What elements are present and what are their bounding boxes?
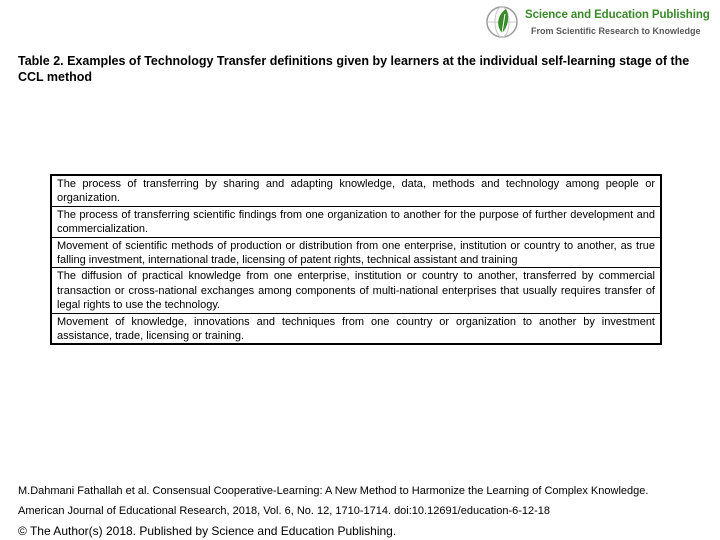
table-row <box>51 237 661 268</box>
table-row <box>51 268 661 313</box>
definition-cell: The diffusion of practical knowledge from one enterprise, institution or country to another, transferred by commercial transaction or cross-national exchanges among components of multi-national enterprises that usually requires transfer of legal rights to use the technology. <box>51 268 661 313</box>
definitions-table <box>50 174 662 345</box>
table-row <box>51 313 661 344</box>
logo-title: Science and Education Publishing <box>525 9 710 21</box>
definition-cell: Movement of knowledge, innovations and techniques from one country or organization to another by investment assistance, trade, licensing or training. <box>51 313 661 344</box>
definition-cell: Movement of scientific methods of production or distribution from one enterprise, institution or country to another, as true falling investment, international trade, licensing of patent rights, technical assistant and training <box>51 237 661 268</box>
table-caption: Table 2. Examples of Technology Transfer definitions given by learners at the individual self-learning stage of the CCL method <box>18 54 690 84</box>
citation-text: M.Dahmani Fathallah et al. Consensual Cooperative-Learning: A New Method to Harmonize the Learning of Complex Knowledge. <box>18 485 649 497</box>
journal-reference: American Journal of Educational Research, 2018, Vol. 6, No. 12, 1710-1714. doi:10.12691/education-6-12-18 <box>18 505 551 517</box>
logo-subtitle: From Scientific Research to Knowledge <box>531 26 701 36</box>
table-row <box>51 175 661 206</box>
table-row <box>51 206 661 237</box>
globe-leaf-icon <box>484 2 524 42</box>
publisher-logo[interactable] <box>484 2 716 46</box>
copyright-notice: © The Author(s) 2018. Published by Science and Education Publishing. <box>18 524 397 538</box>
definition-cell: The process of transferring scientific findings from one organization to another for the purpose of further development and commercialization. <box>51 206 661 237</box>
definition-cell: The process of transferring by sharing and adapting knowledge, data, methods and technology among people or organization. <box>57 178 655 205</box>
